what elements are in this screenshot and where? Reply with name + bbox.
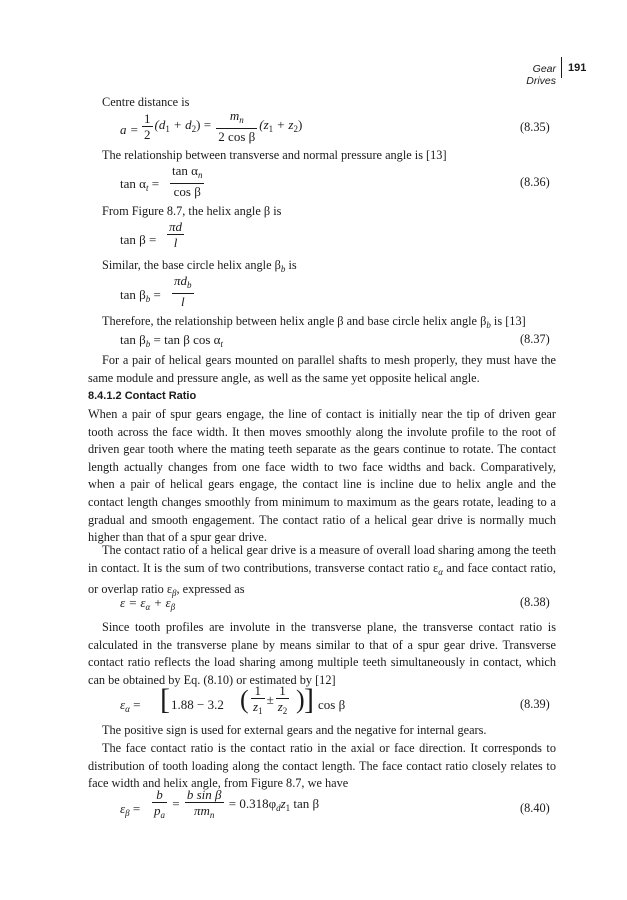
running-title: Gear Drives xyxy=(526,63,556,87)
equation-8-36: $\tan \alpha_t$ = $\frac{\tan \alpha_n}{\text{cos β}}$ (8.36) xyxy=(120,163,550,199)
header-divider xyxy=(561,57,562,78)
equation-number: (8.35) xyxy=(520,120,550,134)
equation-8-37: $\tan \beta_b = \tan \beta$ $\cos \alpha_t$ (8.37) xyxy=(120,332,550,349)
paragraph-mesh-requirements: For a pair of helical gears mounted on parallel shafts to mesh properly, they must have the same module and pressure angle, as well as the same yet opposite helical angle. xyxy=(88,353,556,385)
paragraph-contact-line: When a pair of spur gears engage, the line of contact is initially near the tip of driven gear tooth across the face width. It then moves smoothly along the involute profile to the root of driven gear tooth where the mating teeth separate as the gears continue to rotate. The contact length actually changes from one face width to two face widths and back. Comparatively, when a pair of helical gears engage, the contact line is incline due to helix angle and the contact length changes smoothly from minimum to maximum as the gears rotate, leading to a gradual and smooth engagement. The contact ratio of a helical gear drive is normally much higher than that of a spur gear drive. xyxy=(88,407,556,545)
equation-number: (8.36) xyxy=(520,175,550,189)
paragraph-transverse-contact: Since tooth profiles are involute in the transverse plane, the transverse contact ratio is calculated in the transverse plane by means similar to that of a spur gear drive. Transverse contact ratio reflects the load sharing among multiple teeth simultaneously in contact, which can be obtained by Eq. (8.10) or estimated by [12] xyxy=(88,620,556,687)
equation-number: (8.38) xyxy=(520,595,550,609)
equation-8-35: a = $\frac{1}{2}$ $(d_1 + d_2)$ = $\frac{m_n}{\text{2 cos β}}$ $(z_1 + z_2)$ (8.35) xyxy=(120,108,550,144)
equation-8-39: $\varepsilon_\alpha$ = [ 1.88 − 3.2 ( $\frac{1}{z_1}$ ± $\frac{1}{z_2}$ ) ] cos β (8.39) xyxy=(120,683,550,716)
section-heading-contact-ratio: 8.4.1.2 Contact Ratio xyxy=(88,390,197,402)
equation-number: (8.39) xyxy=(520,697,550,711)
text-centre-distance: Centre distance is xyxy=(102,95,190,109)
paragraph-face-contact: The face contact ratio is the contact ratio in the axial or face direction. It corresponds to distribution of tooth loading along the contact length. The face contact ratio closely relates to face width and helix angle, from Figure 8.7, we have xyxy=(88,741,556,791)
paragraph-contact-ratio-sum: The contact ratio of a helical gear drive is a measure of overall load sharing among the teeth in contact. It is the sum of two contributions, transverse contact ratio $\varepsilon_\alpha$ and face contact ratio, or overlap ratio $\varepsilon_\beta$, expressed as xyxy=(88,543,556,599)
equation-8-38: $\varepsilon = \varepsilon_\alpha + \varepsilon_\beta$ (8.38) xyxy=(120,595,550,612)
text-from-figure: From Figure 8.7, the helix angle β is xyxy=(102,204,282,218)
equation-number: (8.37) xyxy=(520,332,550,346)
equation-tan-beta: tan β = $\frac{\pi d}{l}$ xyxy=(120,219,183,250)
equation-8-40: $\varepsilon_\beta$ = $\frac{b}{p_a}$ = $\frac{\text{b sin β}}{\pi m_n}$ = $0.318\varphi_dz_1$ tan β (8.40) xyxy=(120,787,550,820)
paragraph-sign-convention: The positive sign is used for external gears and the negative for internal gears. xyxy=(102,723,487,737)
equation-number: (8.40) xyxy=(520,801,550,815)
text-therefore: Therefore, the relationship between helix angle β and base circle helix angle $\beta_b$ is [13] xyxy=(102,314,526,330)
text-similar: Similar, the base circle helix angle $\beta_b$ is xyxy=(102,258,297,274)
text-relationship: The relationship between transverse and normal pressure angle is [13] xyxy=(102,148,447,162)
equation-tan-beta-b: $\tan \beta_b$ = $\frac{\pi d_b}{l}$ xyxy=(120,273,192,309)
page-number: 191 xyxy=(568,62,587,74)
